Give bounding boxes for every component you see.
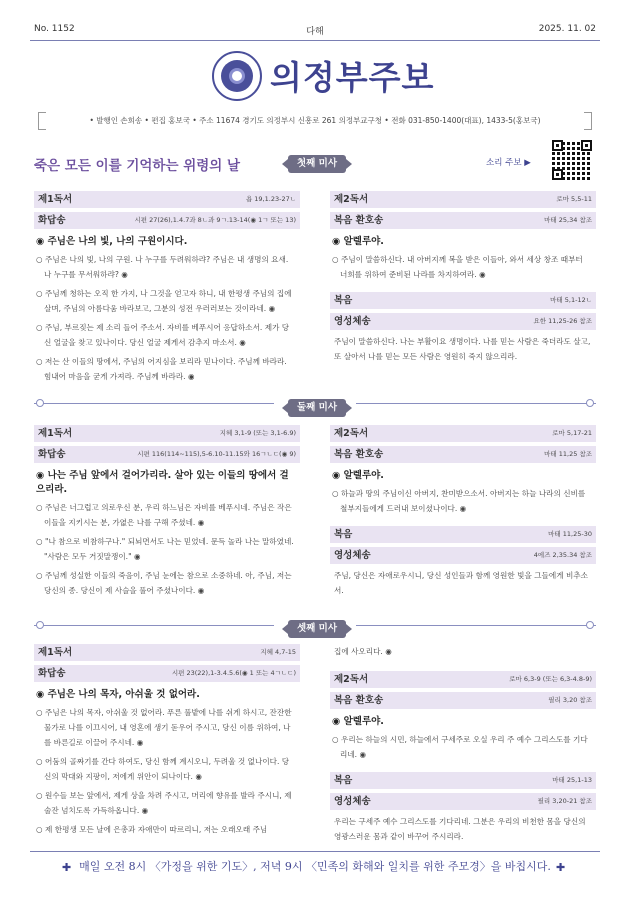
scripture-reference: 마태 25,1-13 bbox=[552, 776, 592, 784]
antiphon-text: 주님, 당신은 자애로우시니, 당신 성인들과 함께 영원한 빛을 그들에게 비추소서. bbox=[334, 571, 588, 595]
scripture-reference: 4에즈 2,35.34 참조 bbox=[533, 551, 592, 559]
scripture-reference: 시편 27(26),1.4.7과 8ㄴ과 9ㄱ.13-14(◉ 1ㄱ 또는 13) bbox=[134, 216, 296, 224]
issue-number: No. 1152 bbox=[34, 24, 75, 34]
reading-label bbox=[34, 665, 300, 682]
reading-label bbox=[34, 212, 300, 229]
reading-label bbox=[34, 644, 300, 661]
psalm-verse: ○ 주님, 부르짖는 제 소리 들어 주소서. 자비를 베푸시어 응답하소서. 제가 당신 얼굴을 찾고 있나이다. 당신 얼굴 제게서 감추지 마소서. ◉ bbox=[36, 323, 290, 347]
scripture-reference: 로마 6,3-9 (또는 6,3-4.8-9) bbox=[509, 675, 592, 683]
scripture-reference: 마태 5,1-12ㄴ bbox=[550, 296, 592, 304]
reading-label bbox=[34, 446, 300, 463]
mass-badge-third: 셋째 미사 bbox=[288, 620, 346, 638]
reading-label bbox=[330, 772, 596, 789]
footer-rule bbox=[30, 851, 600, 852]
psalm-verse: ○ 주님은 나의 목자, 아쉬울 것 없어라. 푸른 풀밭에 나를 쉬게 하시고, 잔잔한 물가로 나를 이끄시어, 내 영혼에 생기 돋우어 주시고, 당신 이름 위하여, 나를 바른길로 이끌어 주시네. ◉ bbox=[36, 708, 292, 747]
reading-label-text: 복음 환호송 bbox=[334, 215, 384, 226]
scripture-reference: 로마 5,5-11 bbox=[556, 195, 592, 203]
psalm-verse: ○ 하늘과 땅의 주님이신 아버지, 찬미받으소서. 아버지는 하늘 나라의 신비를 철부지들에게 드러내 보이셨나이다. ◉ bbox=[332, 489, 586, 513]
scripture-reference: 필리 3,20-21 참조 bbox=[537, 797, 592, 805]
mass-2-right-column bbox=[330, 425, 596, 604]
scripture-reference: 마태 25,34 참조 bbox=[544, 216, 592, 224]
scripture-reference: 시편 23(22),1-3.4.5.6(◉ 1 또는 4ㄱㄴㄷ) bbox=[171, 669, 296, 677]
reading-label bbox=[330, 292, 596, 309]
cross-icon: ✚ bbox=[556, 861, 566, 874]
reading-label bbox=[330, 671, 596, 688]
scripture-reference: 로마 5,17-21 bbox=[552, 429, 592, 437]
response-refrain: ◉ 주님은 나의 빛, 나의 구원이시다. bbox=[36, 236, 188, 247]
mass-1-left-column bbox=[34, 191, 300, 388]
mass-2-left-column bbox=[34, 425, 300, 602]
audio-bulletin-link[interactable]: 소리 주보 ▶ bbox=[486, 158, 531, 168]
reading-label bbox=[330, 526, 596, 543]
response-refrain: ◉ 알렐루야. bbox=[332, 236, 384, 247]
reading-label-text: 제2독서 bbox=[334, 674, 369, 685]
reading-label-text: 영성체송 bbox=[334, 796, 371, 807]
scripture-reference: 시편 116(114~115),5-6.10-11.15와 16ㄱㄴㄷ(◉ 9) bbox=[137, 450, 296, 458]
reading-label-text: 영성체송 bbox=[334, 316, 371, 327]
scripture-reference: 지혜 4,7-15 bbox=[260, 648, 296, 656]
reading-label-text: 영성체송 bbox=[334, 550, 371, 561]
reading-label-text: 제1독서 bbox=[38, 428, 73, 439]
newsletter-title: 의정부주보 bbox=[270, 58, 435, 97]
reading-label bbox=[330, 793, 596, 810]
reading-label-text: 제2독서 bbox=[334, 194, 369, 205]
psalm-verse: ○ 주님께 청하는 오직 한 가지, 나 그것을 얻고자 하니, 내 한평생 주님의 집에 살며, 주님의 아름다움 바라보고, 그분의 성전 우러러보는 것이라네. ◉ bbox=[36, 289, 292, 313]
reading-label-text: 제2독서 bbox=[334, 428, 369, 439]
reading-label bbox=[330, 692, 596, 709]
scripture-reference: 필리 3,20 참조 bbox=[548, 696, 592, 704]
footer-prayer-notice: 매일 오전 8시 〈가정을 위한 기도〉, 저녁 9시 〈민족의 화해와 일치를 위한 주모경〉을 바칩시다. bbox=[79, 860, 551, 873]
response-refrain: ◉ 주님은 나의 목자, 아쉬울 것 없어라. bbox=[36, 689, 200, 700]
scripture-reference: 지혜 3,1-9 (또는 3,1-6.9) bbox=[219, 429, 296, 437]
reading-label-text: 복음 bbox=[334, 295, 353, 306]
response-refrain: ◉ 나는 주님 앞에서 걸어가리라. 살아 있는 이들의 땅에서 걸으리라. bbox=[36, 470, 289, 495]
antiphon-text: 집에 사오리다. ◉ bbox=[334, 647, 392, 656]
reading-label bbox=[330, 212, 596, 229]
scripture-reference: 요한 11,25-26 참조 bbox=[533, 317, 592, 325]
scripture-reference: 욥 19,1.23-27ㄴ bbox=[245, 195, 296, 203]
reading-label-text: 복음 환호송 bbox=[334, 449, 384, 460]
liturgical-year: 다해 bbox=[306, 27, 324, 37]
reading-label-text: 복음 bbox=[334, 775, 353, 786]
top-bar bbox=[30, 24, 600, 40]
reading-label bbox=[330, 446, 596, 463]
masthead bbox=[0, 48, 630, 104]
mass-badge-first: 첫째 미사 bbox=[288, 155, 346, 173]
scripture-reference: 마태 11,25 참조 bbox=[544, 450, 592, 458]
response-refrain: ◉ 알렐루야. bbox=[332, 716, 384, 727]
publication-info-text: • 발행인 손희송 • 편집 홍보국 • 주소 11674 경기도 의정부시 신흥로 261 의정부교구청 • 전화 031-850-1400(대표), 1433-5(홍보국) bbox=[89, 116, 541, 125]
reading-label-text: 제1독서 bbox=[38, 194, 73, 205]
mass-3-right-column bbox=[330, 644, 596, 850]
reading-label bbox=[330, 547, 596, 564]
psalm-verse: ○ 저는 산 이들의 땅에서, 주님의 어지심을 보리라 믿나이다. 주님께 바라라. 힘내어 마음을 굳게 가져라. 주님께 바라라. ◉ bbox=[36, 357, 287, 381]
psalm-verse: ○ 주님께 성실한 이들의 죽음이, 주님 눈에는 참으로 소중하네. 아, 주님, 저는 당신의 종. 당신이 제 사슬을 풀어 주셨나이다. ◉ bbox=[36, 571, 292, 595]
psalm-verse: ○ "나 참으로 비참하구나." 되뇌면서도 나는 믿었네. 문득 놀라 나는 말하였네. "사람은 모두 거짓말쟁이." ◉ bbox=[36, 537, 294, 561]
mass-3-left-column bbox=[34, 644, 300, 841]
reading-label bbox=[330, 425, 596, 442]
response-refrain: ◉ 알렐루야. bbox=[332, 470, 384, 481]
psalm-verse: ○ 원수들 보는 앞에서, 제게 상을 차려 주시고, 머리에 향유를 발라 주시니, 제 술잔 넘치도록 가득하옵니다. ◉ bbox=[36, 791, 292, 815]
psalm-verse: ○ 주님은 나의 빛, 나의 구원. 나 누구를 두려워하랴? 주님은 내 생명의 요새. 나 누구를 무서워하랴? ◉ bbox=[36, 255, 289, 279]
reading-label-text: 화답송 bbox=[38, 449, 66, 460]
page-headline: 죽은 모든 이를 기억하는 위령의 날 bbox=[34, 158, 241, 174]
antiphon-text: 우리는 구세주 예수 그리스도를 기다리네. 그분은 우리의 비천한 몸을 당신의 영광스러운 몸과 같이 바꾸어 주시리라. bbox=[334, 817, 586, 841]
diocese-seal-icon bbox=[212, 51, 262, 101]
reading-label bbox=[330, 313, 596, 330]
psalm-verse: ○ 우리는 하늘의 시민, 하늘에서 구세주로 오실 우리 주 예수 그리스도를 기다리네. ◉ bbox=[332, 735, 588, 759]
mass-1-right-column bbox=[330, 191, 596, 370]
reading-label-text: 화답송 bbox=[38, 668, 66, 679]
top-rule bbox=[30, 40, 600, 41]
issue-date: 2025. 11. 02 bbox=[538, 24, 596, 34]
qr-code-icon[interactable] bbox=[552, 140, 592, 180]
reading-label-text: 화답송 bbox=[38, 215, 66, 226]
psalm-verse: ○ 어둠의 골짜기를 간다 하여도, 당신 함께 계시오니, 두려울 것 없나이다. 당신의 막대와 지팡이, 저에게 위안이 되나이다. ◉ bbox=[36, 757, 290, 781]
psalm-verse: ○ 제 한평생 모든 날에 은총과 자애만이 따르리니, 저는 오래오래 주님 bbox=[36, 825, 268, 834]
cross-icon: ✚ bbox=[62, 861, 72, 874]
psalm-verse: ○ 주님이 말씀하신다. 내 아버지께 복을 받은 이들아, 와서 세상 창조 때부터 너희를 위하여 준비된 나라를 차지하여라. ◉ bbox=[332, 255, 583, 279]
scripture-reference: 마태 11,25-30 bbox=[548, 530, 592, 538]
publication-info bbox=[50, 106, 580, 136]
reading-label-text: 복음 bbox=[334, 529, 353, 540]
mass-badge-second: 둘째 미사 bbox=[288, 399, 346, 417]
reading-label-text: 복음 환호송 bbox=[334, 695, 384, 706]
reading-label bbox=[34, 191, 300, 208]
reading-label-text: 제1독서 bbox=[38, 647, 73, 658]
reading-label bbox=[34, 425, 300, 442]
antiphon-text: 주님이 말씀하신다. 나는 부활이요 생명이다. 나를 믿는 사람은 죽더라도 살고, 또 살아서 나를 믿는 모든 사람은 영원히 죽지 않으리라. bbox=[334, 337, 591, 361]
reading-label bbox=[330, 191, 596, 208]
psalm-verse: ○ 주님은 너그럽고 의로우신 분, 우리 하느님은 자비를 베푸시네. 주님은 작은 이들을 지키시는 분, 가엾은 나를 구해 주셨네. ◉ bbox=[36, 503, 292, 527]
